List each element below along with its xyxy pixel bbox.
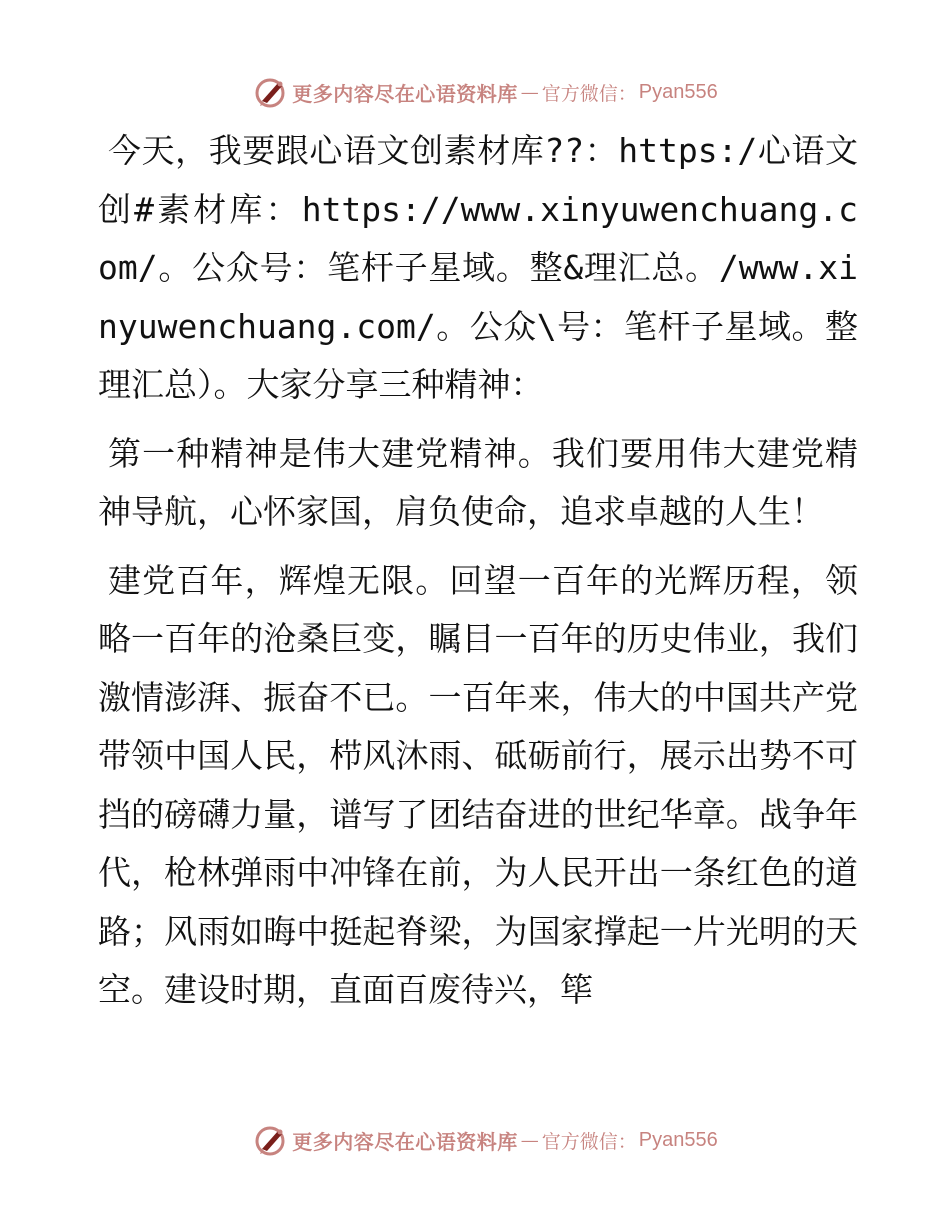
wechat-id: Pyan556 xyxy=(638,1128,718,1151)
footer-watermark xyxy=(0,1120,950,1160)
header-watermark xyxy=(0,72,950,112)
watermark-group xyxy=(254,75,717,109)
watermark-separator: — xyxy=(520,1129,539,1151)
wechat-label: 官方微信： xyxy=(541,1130,637,1153)
watermark-separator: — xyxy=(520,81,539,103)
paragraph-first-spirit: 第一种精神是伟大建党精神。我们要用伟大建党精神导航，心怀家国，肩负使命，追求卓越的人生！ xyxy=(98,433,858,531)
paragraph-party-centenary: 建党百年，辉煌无限。回望一百年的光辉历程，领略一百年的沧桑巨变，瞩目一百年的历史伟业，我们激情澎湃、振奋不已。一百年来，伟大的中国共产党带领中国人民，栉风沐雨、砥砺前行，展示出势不可挡的磅礴力量，谱写了团结奋进的世纪华章。战争年代，枪林弹雨中冲锋在前，为人民开出一条红色的道路；风雨如晦中挺起脊梁，为国家撑起一片光明的天空。建设时期，直面百废待兴，筚 xyxy=(98,560,858,1009)
watermark-text: 更多内容尽在心语资料库 xyxy=(292,81,518,106)
pen-logo-icon xyxy=(254,1123,288,1157)
pen-logo-icon xyxy=(254,75,288,109)
watermark-text: 更多内容尽在心语资料库 xyxy=(292,1129,518,1154)
wechat-label: 官方微信： xyxy=(541,82,637,105)
paragraph-intro: 今天，我要跟心语文创素材库??：https:/心语文创#素材库：https://www.xinyuwenchuang.com/。公众号：笔杆子星域。整&理汇总。/www.xinyuwenchuang.com/。公众\号：笔杆子星域。整理汇总）。大家分享三种精神： xyxy=(98,131,858,404)
document-body xyxy=(98,122,858,1030)
watermark-group xyxy=(254,1123,717,1157)
wechat-id: Pyan556 xyxy=(638,80,718,103)
